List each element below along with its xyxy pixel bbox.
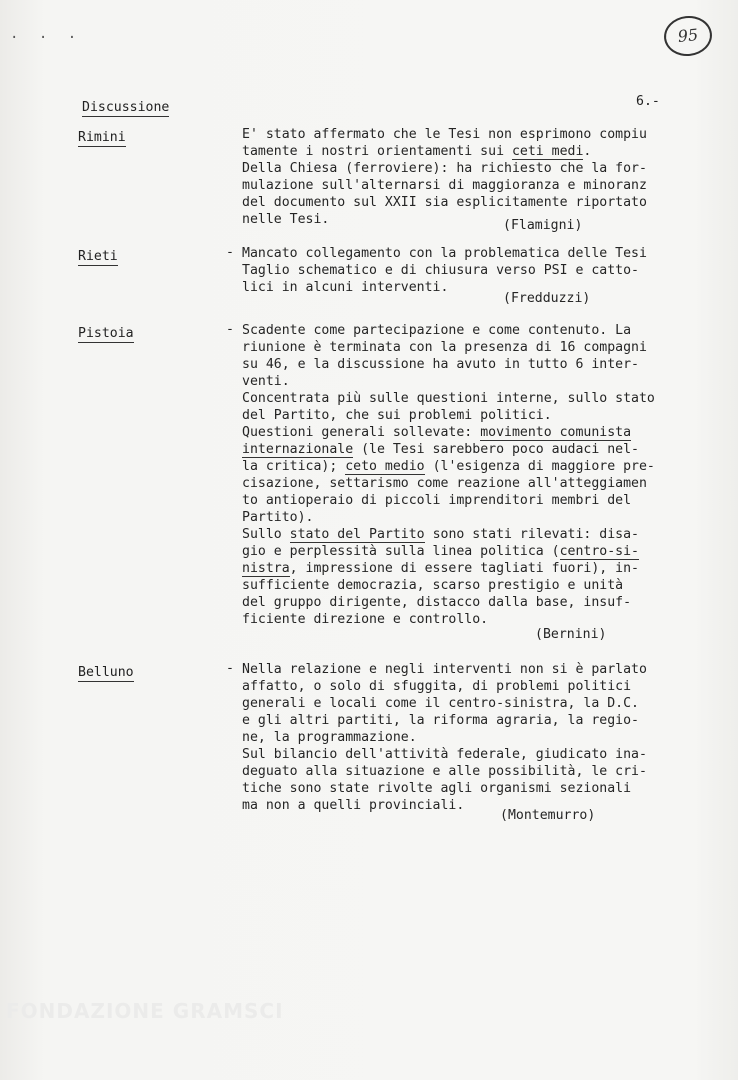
text-line: e gli altri partiti, la riforma agraria, la regio- — [242, 713, 639, 728]
text-line — [242, 143, 591, 160]
underlined-term: movimento comunista — [480, 425, 632, 440]
text-line: Della Chiesa (ferroviere): ha richiesto che la for- — [242, 161, 647, 176]
section-label-rimini: Rimini — [78, 130, 126, 145]
text-line: generali e locali come il centro-sinistra, la D.C. — [242, 696, 639, 711]
text-line: Nella relazione e negli interventi non si è parlato — [242, 662, 647, 677]
text-fragment: la critica); — [242, 459, 346, 474]
text-line — [242, 424, 631, 441]
section-label-belluno: Belluno — [78, 665, 134, 680]
text-fragment: gio e perplessità sulla linea politica ( — [242, 544, 560, 559]
item-dash: - — [226, 245, 234, 260]
text-line: Partito). — [242, 510, 314, 525]
text-line: venti. — [242, 374, 290, 389]
underlined-term: stato del Partito — [289, 527, 425, 542]
underlined-term: ceto medio — [345, 459, 425, 474]
text-fragment: , impressione di essere tagliati fuori), in- — [289, 561, 639, 576]
text-line: affatto, o solo di sfuggita, di problemi politici — [242, 679, 632, 694]
text-line — [242, 543, 639, 560]
archive-watermark: FONDAZIONE GRAMSCI — [6, 999, 284, 1023]
text-line — [242, 458, 655, 475]
text-line: del Partito, che sui problemi politici. — [242, 408, 552, 423]
text-line: del documento sul XXII sia esplicitamente riportato — [242, 195, 647, 210]
text-line: riunione è terminata con la presenza di 16 compagni — [242, 340, 647, 355]
text-fragment: (le Tesi sarebbero poco audaci nel- — [353, 442, 639, 457]
text-line: deguato alla situazione e alle possibilità, le cri- — [242, 764, 647, 779]
signature-montemurro: (Montemurro) — [500, 808, 596, 823]
text-line: lici in alcuni interventi. — [242, 280, 449, 295]
text-line: ficiente direzione e controllo. — [242, 612, 489, 627]
underlined-term: internazionale — [242, 442, 354, 457]
text-line: E' stato affermato che le Tesi non esprimono compiu — [242, 127, 647, 142]
text-line: Concentrata più sulle questioni interne, sullo stato — [242, 391, 655, 406]
underlined-term: centro-si- — [559, 544, 639, 559]
text-fragment: tamente i nostri orientamenti sui — [242, 144, 512, 159]
text-line: mulazione sull'alternarsi di maggioranza e minoranz — [242, 178, 647, 193]
signature-flamigni: (Flamigni) — [503, 218, 583, 233]
text-line: to antioperaio di piccoli imprenditori membri del — [242, 493, 632, 508]
text-fragment: Questioni generali sollevate: — [242, 425, 481, 440]
text-line: cisazione, settarismo come reazione all'atteggiamen — [242, 476, 647, 491]
signature-bernini: (Bernini) — [535, 627, 607, 642]
signature-fredduzzi: (Fredduzzi) — [503, 291, 591, 306]
text-fragment: sono stati rilevati: disa- — [424, 527, 639, 542]
page-stamp: 95 — [662, 14, 714, 59]
section-label-pistoia: Pistoia — [78, 326, 134, 341]
text-line — [242, 441, 639, 458]
text-line: sufficiente democrazia, scarso prestigio e unità — [242, 578, 624, 593]
item-dash: - — [226, 661, 234, 676]
section-label-rieti: Rieti — [78, 249, 118, 264]
text-line: tiche sono state rivolte agli organismi sezionali — [242, 781, 632, 796]
text-line: Taglio schematico e di chiusura verso PSI e catto- — [242, 263, 639, 278]
underlined-term: nistra — [242, 561, 290, 576]
text-line: ne, la programmazione. — [242, 730, 417, 745]
text-line: Scadente come partecipazione e come contenuto. La — [242, 323, 632, 338]
underlined-term: ceti medi — [511, 144, 584, 159]
text-line — [242, 560, 639, 577]
item-dash: - — [226, 322, 234, 337]
text-line: Mancato collegamento con la problematica delle Tesi — [242, 246, 647, 261]
text-line: Sul bilancio dell'attività federale, giudicato ina- — [242, 747, 647, 762]
text-line: nelle Tesi. — [242, 212, 330, 227]
page-number: 6.- — [636, 94, 660, 109]
text-line: del gruppo dirigente, distacco dalla base, insuf- — [242, 595, 632, 610]
text-line — [242, 526, 639, 543]
document-heading: Discussione — [82, 100, 170, 115]
margin-marks: . . . — [10, 26, 83, 42]
text-line: ma non a quelli provinciali. — [242, 798, 465, 813]
text-fragment: Sullo — [242, 527, 290, 542]
text-fragment: (l'esigenza di maggiore pre- — [424, 459, 655, 474]
text-line: su 46, e la discussione ha avuto in tutto 6 inter- — [242, 357, 639, 372]
text-fragment: . — [583, 144, 592, 159]
